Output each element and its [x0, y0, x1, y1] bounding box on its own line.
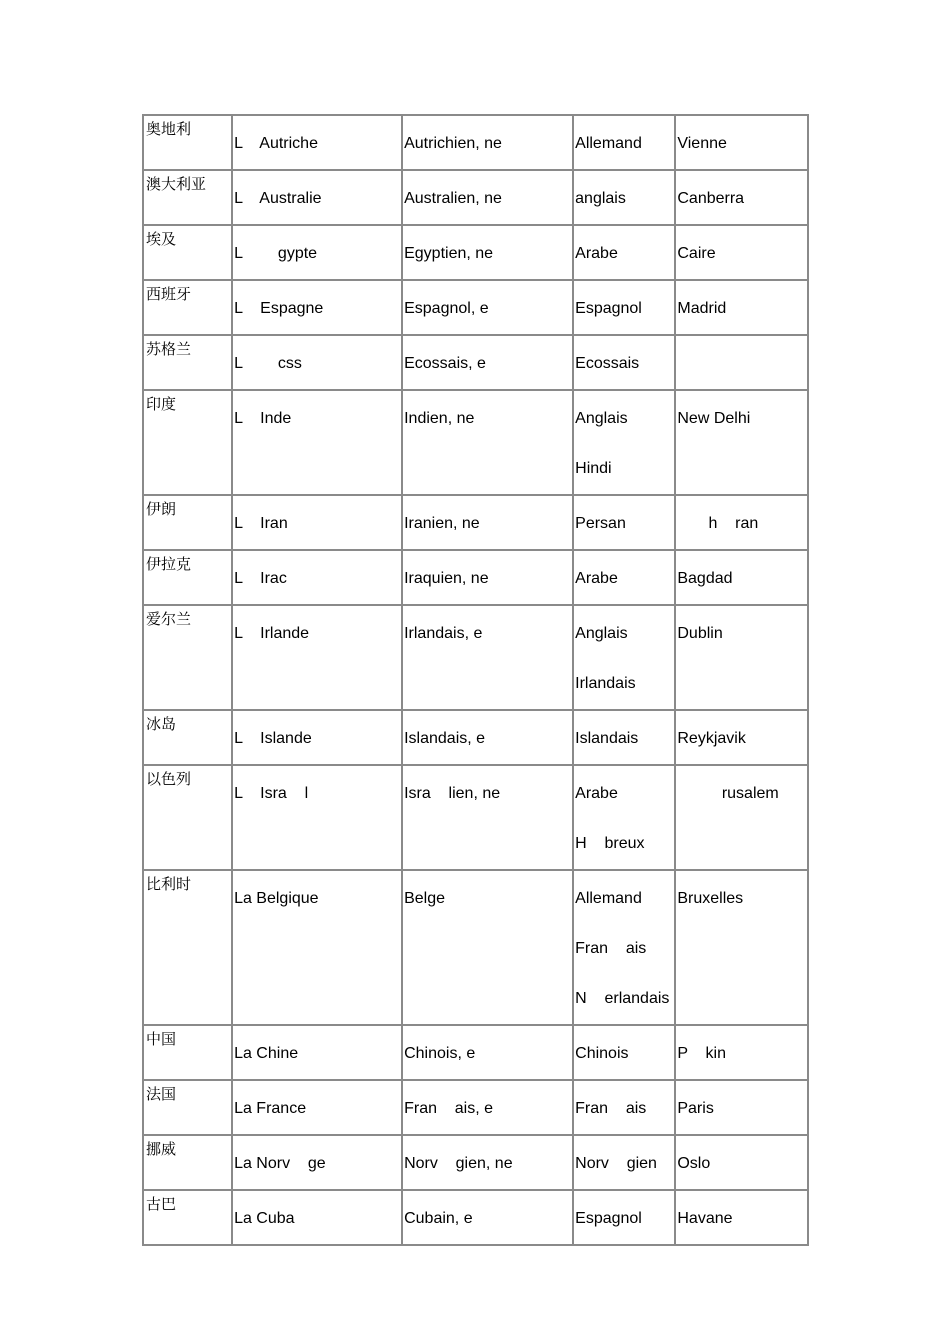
chinese-name-text: 法国: [146, 1085, 177, 1103]
country-name-cell: [232, 170, 402, 225]
nationality-text: Chinois, e: [404, 1045, 476, 1062]
language-cell: [573, 335, 675, 390]
language-line: Fran ais: [575, 1100, 647, 1117]
capital-text: Oslo: [677, 1155, 711, 1172]
country-name-text: L Irlande: [234, 625, 310, 642]
capital-cell: [675, 390, 808, 495]
country-name-text: L Autriche: [234, 135, 318, 152]
capital-text: Havane: [677, 1210, 733, 1227]
chinese-name-text: 伊朗: [146, 500, 177, 518]
nationality-cell: [402, 115, 573, 170]
country-name-text: L Isra l: [234, 785, 309, 802]
language-line: Persan: [575, 515, 626, 532]
chinese-name-text: 印度: [146, 395, 177, 413]
chinese-name-text: 中国: [146, 1030, 177, 1048]
chinese-name-text: 苏格兰: [146, 340, 192, 358]
chinese-name-text: 古巴: [146, 1195, 177, 1213]
nationality-text: Fran ais, e: [404, 1100, 494, 1117]
capital-text: rusalem: [677, 785, 779, 802]
nationality-text: Iraquien, ne: [404, 570, 489, 587]
nationality-text: Australien, ne: [404, 190, 502, 207]
capital-cell: [675, 870, 808, 1025]
capital-text: [677, 339, 807, 389]
chinese-name-text: 西班牙: [146, 285, 192, 303]
capital-text: Madrid: [677, 300, 727, 317]
language-cell: [573, 870, 675, 1025]
country-name-text: La Norv ge: [234, 1155, 326, 1172]
country-name-cell: [232, 765, 402, 870]
country-name-text: L Australie: [234, 190, 322, 207]
language-line: Espagnol: [575, 1210, 642, 1227]
capital-cell: [675, 550, 808, 605]
capital-text: Paris: [677, 1100, 714, 1117]
language-line: Norv gien: [575, 1155, 657, 1172]
table-row: [143, 495, 808, 550]
nationality-cell: [402, 1190, 573, 1245]
language-line: Arabe: [575, 785, 618, 802]
language-line: Fran ais: [575, 940, 647, 957]
chinese-name-cell: [143, 870, 232, 1025]
country-name-cell: [232, 225, 402, 280]
nationality-cell: [402, 1080, 573, 1135]
language-line: Irlandais: [575, 675, 636, 692]
country-name-text: L Espagne: [234, 300, 324, 317]
nationality-text: Isra lien, ne: [404, 785, 501, 802]
table-row: [143, 710, 808, 765]
chinese-name-text: 比利时: [146, 875, 192, 893]
nationality-text: Iranien, ne: [404, 515, 480, 532]
chinese-name-cell: [143, 170, 232, 225]
chinese-name-cell: [143, 605, 232, 710]
language-line: Arabe: [575, 245, 618, 262]
language-cell: [573, 170, 675, 225]
country-name-cell: [232, 710, 402, 765]
nationality-text: Irlandais, e: [404, 625, 483, 642]
table-row: [143, 115, 808, 170]
language-cell: [573, 115, 675, 170]
table-row: [143, 870, 808, 1025]
chinese-name-text: 挪威: [146, 1140, 177, 1158]
nationality-cell: [402, 605, 573, 710]
nationality-cell: [402, 390, 573, 495]
country-name-text: L Irac: [234, 570, 287, 587]
country-name-text: La Chine: [234, 1045, 299, 1062]
chinese-name-text: 伊拉克: [146, 555, 192, 573]
country-name-cell: [232, 1190, 402, 1245]
nationality-cell: [402, 170, 573, 225]
country-name-cell: [232, 115, 402, 170]
language-cell: [573, 550, 675, 605]
language-line: anglais: [575, 190, 626, 207]
table-row: [143, 335, 808, 390]
country-name-cell: [232, 605, 402, 710]
capital-text: Bruxelles: [677, 890, 744, 907]
language-line: Arabe: [575, 570, 618, 587]
language-line: Ecossais: [575, 355, 640, 372]
table-row: [143, 170, 808, 225]
table-body: [143, 115, 808, 1245]
capital-cell: [675, 170, 808, 225]
capital-cell: [675, 710, 808, 765]
table-row: [143, 765, 808, 870]
language-cell: [573, 765, 675, 870]
country-name-cell: [232, 335, 402, 390]
chinese-name-cell: [143, 335, 232, 390]
language-line: N erlandais: [575, 990, 670, 1007]
chinese-name-text: 爱尔兰: [146, 610, 192, 628]
nationality-text: Egyptien, ne: [404, 245, 494, 262]
language-line: Islandais: [575, 730, 639, 747]
language-line: Anglais: [575, 410, 628, 427]
language-cell: [573, 1080, 675, 1135]
chinese-name-cell: [143, 280, 232, 335]
language-line: Allemand: [575, 890, 642, 907]
chinese-name-cell: [143, 765, 232, 870]
language-cell: [573, 710, 675, 765]
country-name-cell: [232, 1080, 402, 1135]
table-row: [143, 550, 808, 605]
language-line: Chinois: [575, 1045, 629, 1062]
capital-text: Canberra: [677, 190, 745, 207]
country-name-text: L Inde: [234, 410, 292, 427]
capital-cell: [675, 605, 808, 710]
language-cell: [573, 390, 675, 495]
country-name-text: La Cuba: [234, 1210, 295, 1227]
table-row: [143, 605, 808, 710]
nationality-cell: [402, 335, 573, 390]
nationality-cell: [402, 765, 573, 870]
chinese-name-cell: [143, 1135, 232, 1190]
chinese-name-cell: [143, 225, 232, 280]
country-name-cell: [232, 550, 402, 605]
capital-text: Caire: [677, 245, 716, 262]
chinese-name-cell: [143, 1190, 232, 1245]
nationality-text: Ecossais, e: [404, 355, 486, 372]
chinese-name-cell: [143, 495, 232, 550]
country-name-text: L Islande: [234, 730, 312, 747]
capital-text: Vienne: [677, 135, 727, 152]
language-line: Anglais: [575, 625, 628, 642]
language-cell: [573, 495, 675, 550]
nationality-text: Islandais, e: [404, 730, 486, 747]
language-cell: [573, 1135, 675, 1190]
language-cell: [573, 1190, 675, 1245]
chinese-name-text: 奥地利: [146, 120, 192, 138]
language-cell: [573, 605, 675, 710]
language-cell: [573, 225, 675, 280]
country-name-text: La Belgique: [234, 890, 319, 907]
language-cell: [573, 1025, 675, 1080]
language-line: Hindi: [575, 460, 612, 477]
nationality-cell: [402, 1135, 573, 1190]
table-row: [143, 225, 808, 280]
table-row: [143, 280, 808, 335]
capital-cell: [675, 495, 808, 550]
country-name-text: L css: [234, 355, 302, 372]
chinese-name-text: 澳大利亚: [146, 175, 207, 193]
language-line: H breux: [575, 835, 645, 852]
capital-text: Bagdad: [677, 570, 733, 587]
capital-cell: [675, 1135, 808, 1190]
capital-cell: [675, 1190, 808, 1245]
nationality-text: Belge: [404, 890, 446, 907]
table-row: [143, 390, 808, 495]
capital-cell: [675, 280, 808, 335]
nationality-cell: [402, 1025, 573, 1080]
chinese-name-cell: [143, 115, 232, 170]
chinese-name-text: 以色列: [146, 770, 192, 788]
capital-cell: [675, 115, 808, 170]
chinese-name-cell: [143, 1025, 232, 1080]
capital-text: h ran: [677, 515, 759, 532]
chinese-name-text: 冰岛: [146, 715, 177, 733]
language-line: Allemand: [575, 135, 642, 152]
nationality-text: Autrichien, ne: [404, 135, 502, 152]
capital-cell: [675, 225, 808, 280]
capital-cell: [675, 335, 808, 390]
chinese-name-cell: [143, 1080, 232, 1135]
chinese-name-text: 埃及: [146, 230, 177, 248]
chinese-name-cell: [143, 710, 232, 765]
nationality-cell: [402, 870, 573, 1025]
capital-cell: [675, 1025, 808, 1080]
nationality-cell: [402, 280, 573, 335]
chinese-name-cell: [143, 390, 232, 495]
capital-text: Dublin: [677, 625, 723, 642]
chinese-name-cell: [143, 550, 232, 605]
capital-text: New Delhi: [677, 410, 751, 427]
country-name-text: L Iran: [234, 515, 288, 532]
nationality-cell: [402, 225, 573, 280]
countries-table: [142, 114, 809, 1246]
nationality-text: Norv gien, ne: [404, 1155, 513, 1172]
nationality-cell: [402, 550, 573, 605]
capital-text: Reykjavik: [677, 730, 746, 747]
nationality-cell: [402, 495, 573, 550]
table-row: [143, 1190, 808, 1245]
country-name-cell: [232, 495, 402, 550]
capital-text: P kin: [677, 1045, 726, 1062]
table-row: [143, 1080, 808, 1135]
country-name-text: L gypte: [234, 245, 318, 262]
nationality-text: Indien, ne: [404, 410, 475, 427]
country-name-text: La France: [234, 1100, 307, 1117]
nationality-text: Espagnol, e: [404, 300, 489, 317]
capital-cell: [675, 765, 808, 870]
table-row: [143, 1025, 808, 1080]
country-name-cell: [232, 870, 402, 1025]
language-cell: [573, 280, 675, 335]
country-name-cell: [232, 390, 402, 495]
table-row: [143, 1135, 808, 1190]
nationality-cell: [402, 710, 573, 765]
capital-cell: [675, 1080, 808, 1135]
nationality-text: Cubain, e: [404, 1210, 473, 1227]
country-name-cell: [232, 280, 402, 335]
country-name-cell: [232, 1025, 402, 1080]
language-line: Espagnol: [575, 300, 642, 317]
country-name-cell: [232, 1135, 402, 1190]
